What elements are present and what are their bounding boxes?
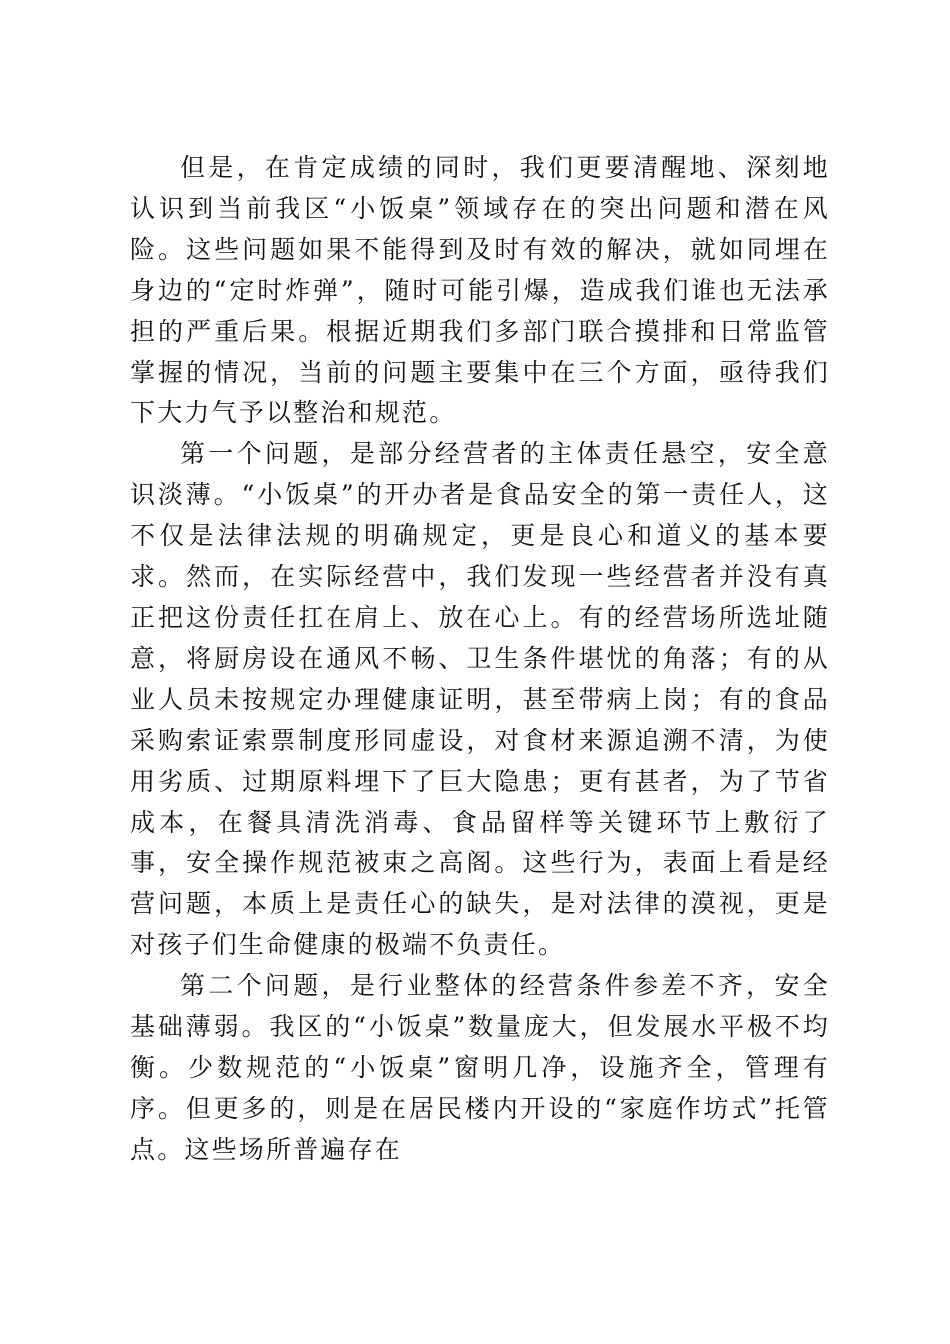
paragraph-2: 第一个问题，是部分经营者的主体责任悬空，安全意识淡薄。“小饭桌”的开办者是食品安全的第一责任人，这不仅是法律法规的明确规定，更是良心和道义的基本要求。然而，在实际经营中，我们发现一些经营者并没有真正把这份责任扛在肩上、放在心上。有的经营场所选址随意，将厨房设在通风不畅、卫生条件堪忧的角落；有的从业人员未按规定办理健康证明，甚至带病上岗；有的食品采购索证索票制度形同虚设，对食材来源追溯不清，为使用劣质、过期原料埋下了巨大隐患；更有甚者，为了节省成本，在餐具清洗消毒、食品留样等关键环节上敷衍了事，安全操作规范被束之高阁。这些行为，表面上看是经营问题，本质上是责任心的缺失，是对法律的漠视，更是对孩子们生命健康的极端不负责任。	[130, 439, 830, 960]
paragraph-1: 但是，在肯定成绩的同时，我们更要清醒地、深刻地认识到当前我区“小饭桌”领域存在的突出问题和潜在风险。这些问题如果不能得到及时有效的解决，就如同埋在身边的“定时炸弹”，随时可能引爆，造成我们谁也无法承担的严重后果。根据近期我们多部门联合摸排和日常监管掌握的情况，当前的问题主要集中在三个方面，亟待我们下大力气予以整治和规范。	[130, 153, 830, 428]
paragraph-3: 第二个问题，是行业整体的经营条件参差不齐，安全基础薄弱。我区的“小饭桌”数量庞大，但发展水平极不均衡。少数规范的“小饭桌”窗明几净，设施齐全，管理有序。但更多的，则是在居民楼内开设的“家庭作坊式”托管点。这些场所普遍存在	[130, 971, 830, 1164]
document-body	[130, 148, 830, 1171]
